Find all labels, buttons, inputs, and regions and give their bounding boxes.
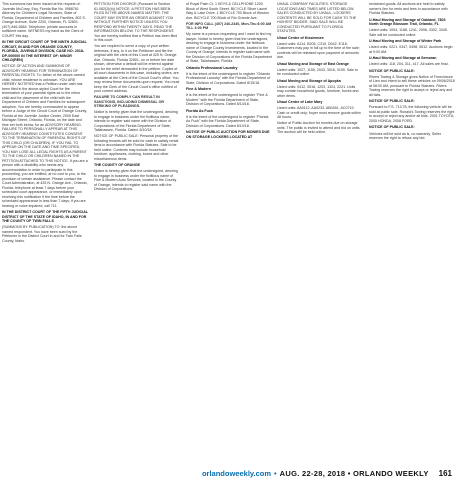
notice-paragraph: Listed units: AA0112, AA0233, AB0451, AC0719. Cash or credit only; buyer must remove goods within 48 hours. <box>277 106 361 120</box>
notice-paragraph: Listed units: 0412, 0518, 1203, 1324, 2221. Units may contain household goods, furniture, boxes and other items. <box>277 84 359 98</box>
notice-paragraph: Listed units: A114, B205, C310, D042, E118. Customers may pay in full up to the time of the sale; contents will be released upon payment of amounts due. <box>277 41 360 60</box>
page-number: 161 <box>438 468 452 478</box>
notice-heading: NOTICE OF PUBLIC SALE: <box>369 68 415 73</box>
notice-heading: THE COUNTY OF ORANGE <box>94 163 141 168</box>
notice-paragraph: It is the intent of the undersigned to register "Fine & Modern" with the Florida Department of State, Division of Corporations. Dated 8/14/18. <box>186 93 268 107</box>
notice-paragraph: NOTICE OF ACTION AND SUMMONS OF ADVISORY HEARING FOR TERMINATION OF PARENTAL RIGHTS. To: father of the above-named child, whose residence is unknown. YOU ARE HEREBY NOTIFIED that a Petition under oath has been filed in the above-styled Court for the termination of your parental rights as to the minor child and for placement of the child with the Department of Children and Families for subsequent adoption. You are hereby commanded to appear before a Judge of the Circuit Court of Orange County, Florida at the Juvenile Justice Center, 2000 East Michigan Street, Orlando, Florida, on the date and time set forth below, for an ADVISORY HEARING. FAILURE TO PERSONALLY APPEAR AT THIS ADVISORY HEARING CONSTITUTES CONSENT TO THE TERMINATION OF PARENTAL RIGHTS OF THIS CHILD (OR CHILDREN). IF YOU FAIL TO APPEAR ON THE DATE AND TIME SPECIFIED, YOU MAY LOSE ALL LEGAL RIGHTS AS A PARENT TO THE CHILD OR CHILDREN NAMED IN THE PETITION ATTACHED TO THIS NOTICE. If you are a person with a disability who needs any accommodation in order to participate in this proceeding, you are entitled, at no cost to you, to the provision of certain assistance. Please contact the Court Administration, at 425 N. Orange Ave., Orlando, Florida, telephone at least 7 days before your scheduled court appearance, or immediately upon receiving this notification if the time before the scheduled appearance is less than 7 days; if you are hearing or voice impaired, call 711. <box>2 64 88 208</box>
notice-paragraph: Listed units: 118, 204, 311, 417. All sales are final. <box>369 62 449 67</box>
notice-heading: Uhaul Center of Kissimmee <box>277 35 324 40</box>
page-footer <box>0 466 458 480</box>
notice-paragraph: of Royal Palm Ct. 1 KEYS & CELLPHONE 1200 Block of West South Street. BICYCLE Silver Laurel Way & Lake Drive. 1 BICYCLE 700 Block of Weston Ave. BICYCLE 700 Block of Rio Grande Ave. <box>186 2 269 20</box>
notice-paragraph: Notice of Public Auction for monies due on storage units. The public is invited to attend and bid on units. The auction will be held online. <box>277 121 361 135</box>
notice-paragraph: Notice is hereby given that the undersigned, desiring to engage in business under the fictitious name, intends to register said name with the Division of Corporations of the Florida Department of State, Tallahassee, Florida. Dated: 8/10/18 <box>94 110 178 133</box>
footer-site-link[interactable]: orlandoweekly.com <box>201 468 272 478</box>
notice-paragraph: Pursuant to F.S. 713.78, the following vehicle will be sold at public sale. Ronald's Towing reserves the right to accept or reject any and/or all bids. 2001 TOYOTA, 2005 HONDA, 2008 FORD. <box>369 105 455 123</box>
notice-paragraph: NOTICE OF PUBLIC SALE: Personal property of the following tenants will be sold for cash to satisfy rental liens in accordance with Florida Statutes. Sale to be held online. Contents may include household furniture, appliances, clothing, boxes and other miscellaneous items. <box>94 134 179 161</box>
legal-notices-column-4 <box>277 2 363 464</box>
notice-paragraph: FAILURE TO COMPLY CAN RESULT IN SANCTIONS, INCLUDING DISMISSAL OR STRIKING OF PLEADINGS. <box>94 95 165 109</box>
notice-paragraph: reclaimed goods. All auctions are held to satisfy owner's lien for rents and fees in accordance with Florida Statutes. <box>369 2 448 15</box>
notice-paragraph: Listed units: 1027, 1155, 2043, 3016, 3190. Sale to be conducted online. <box>277 67 359 77</box>
notice-paragraph: You are required to serve a copy of your written defenses, if any, to it on the Petitioner and file the original with the clerk of this Court at 425 N. Orange Ave, Orlando, Florida 32801, on or before the date shown, otherwise a default will be entered against you for the relief demanded in the petition. Copies of all court documents in this case, including orders, are available at the Clerk of the Circuit Court's office. You may review these documents upon request. You must keep the Clerk of the Circuit Court's office notified of your current address. <box>94 44 180 94</box>
notice-heading: NOTICE OF PUBLIC SALE: <box>369 99 415 104</box>
notice-paragraph: Listed units: 1054, 1188, 1241, 2096, 3302, 3345. Sale will be conducted online. <box>369 28 448 37</box>
notice-heading: IN THE CIRCUIT COURT OF THE NINTH JUDICIAL CIRCUIT, IN AND FOR ORANGE COUNTY, FLORIDA, JUVENILE DIVISION, CASE NO: 2018-DP-000000 IN THE INTEREST OF: MINOR CHILD(REN) <box>2 40 87 62</box>
legal-notices-column-3 <box>186 2 272 464</box>
notice-paragraph: Rivers Towing & Storage gives Notice of Foreclosure of Lien and intent to sell these vehicles on 09/06/2018 at 08:00 AM, pursuant to Florida Statutes. Rivers Towing reserves the right to accept or reject any and all bids. <box>369 74 455 97</box>
notice-heading: Uhaul Moving and Storage of East Orange <box>277 61 349 66</box>
legal-notices-column-2 <box>94 2 180 464</box>
footer-publication-date: AUG. 22-28, 2018 • ORLANDO WEEKLY <box>279 468 429 478</box>
notice-paragraph: Notice is hereby given that the undersigned, desiring to engage in business under the fictitious name of Fine & Modern Auto Services, located in the County of Orange, intends to register said name with the Division of Corporations. <box>94 169 178 192</box>
notice-heading: NOTICE OF PUBLIC SALE: <box>369 125 415 130</box>
notice-heading: Fine & Modern <box>186 87 211 92</box>
footer-separator: • <box>274 468 277 478</box>
notice-heading: U-Haul Moving and Storage of Oakland, 7803 North Orange Blossom Trail, Orlando, FL <box>369 17 446 26</box>
notice-paragraph: My name is a person requesting and I want to find my lawyer. Notice is hereby given that the undersigned, desiring to engage in business under the fictitious name of Orange County Investments, located in the County of Orange, intends to register said name with the Division of Corporations of the Florida Department of State, Tallahassee, Florida. <box>186 32 272 64</box>
notice-paragraph: It is the intent of the undersigned to register "Florida As Fuck" with the Florida Department of State, Division of Corporations. Dated 8/10/18. <box>186 114 269 128</box>
notice-heading: Uhaul Center of Lake Mary <box>277 100 323 105</box>
legal-notices-column-5 <box>369 2 455 464</box>
notice-heading: Orlando Professional Laundry <box>186 65 238 70</box>
notice-paragraph: (SUMMONS BY PUBLICATION) TO: the above named respondent. You have been sued by the Petitioner in the District Court in and for Twin Falls County, Idaho. <box>2 225 82 243</box>
notice-paragraph: Vehicles will be sold as is, no warranty. Seller reserves the right to refuse any bid. <box>369 131 442 141</box>
notice-paragraph: It is the intent of the undersigned to register "Orlando Professional Laundry" with the Florida Department of State, Division of Corporations. Dated 8/15/18. <box>186 71 271 85</box>
notice-heading: Florida As Fuck <box>186 108 213 113</box>
notice-heading: IN THE DISTRICT COURT OF THE FIFTH JUDICIAL DISTRICT OF THE STATE OF IDAHO, IN AND FOR THE COUNTY OF TWIN FALLS <box>2 210 88 224</box>
notice-heading: U-Haul Moving and Storage of Winter Park <box>369 39 442 44</box>
notice-heading: NOTICE OF PUBLIC AUCTION FOR MONIES DUE ON STORAGE LOCKERS LOCATED AT <box>186 130 270 139</box>
notice-heading: Uhaul Moving and Storage of Apopka <box>277 78 341 83</box>
notice-paragraph: PETITION FOR DIVORCE (Pursuant to Section 61.082(2)(b)) NOTICE: A PETITION HAS BEEN FILED IN THE ABOVE-NAMED MATTER. THE COURT MAY ENTER AN ORDER AGAINST YOU WITHOUT FURTHER NOTICE UNLESS YOU RESPOND WITHIN TWENTY DAYS. READ THE INFORMATION BELOW. TO THE RESPONDENT: You are hereby notified that a Petition has been filed in this court. <box>94 2 178 42</box>
legal-notices-column-1 <box>2 2 88 464</box>
notice-heading: U-Haul Moving and Storage at Semoran <box>369 56 437 61</box>
notice-paragraph: FOR INFO CALL (407) 246-2440, Mon-Thu 8:00 AM TILL 3:00 PM <box>186 21 272 31</box>
notice-paragraph: UHAUL COMPANY FACILITIES. STORAGE LOCATIONS AND TIMES ARE LISTED BELOW. SALES CONDUCTED BY UHAUL. LOCKERS CONTENTS WILL BE SOLD FOR CASH TO THE HIGHEST BIDDER. SAID SALE WILL BE CONDUCTED PURSUANT TO FLORIDA STATUTES. <box>277 2 357 33</box>
notice-paragraph: This summons has been issued at the request of: Juvenile McCrary, Esq. Florida Bar No. 0988761 Attorney for Children's Legal Services, State of Florida, Department of Children and Families, 802 S. Orange Avenue, Suite 2200, Orlando, FL 32801. (407) 846-5664. Telephone, private accounts in sufficient name. WITNESS my hand as the Clerk of COURT this day. <box>2 2 86 38</box>
notice-paragraph: Listed units: 0221, 0347, 0498, 0612. Auctions begin at 9:00 AM. <box>369 45 453 54</box>
